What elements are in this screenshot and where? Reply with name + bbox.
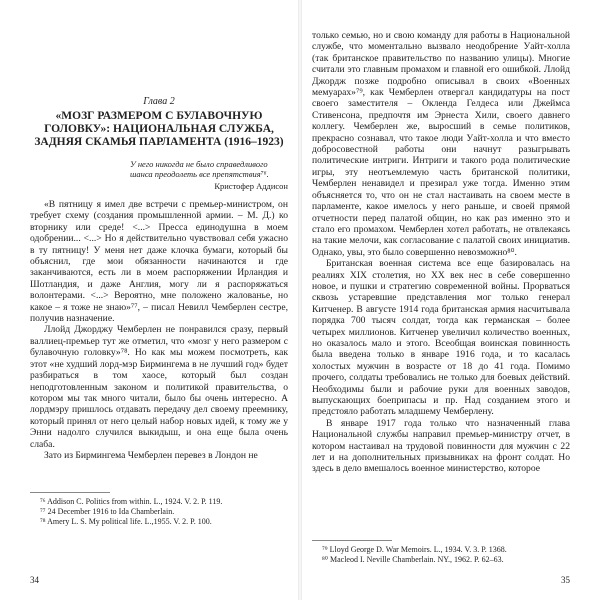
paragraph: Британская военная система все еще базировалась на реалиях XIX столетия, но ХХ век нес в себе совершенно новое, и пушки и стратегию современной войны. Прорваться сквозь устаревшие представления мог только генерал Китченер. В августе 1914 года британская армия насчитывала порядка 700 тысяч солдат, тогда как германская – более четырех миллионов. Китченер увеличил количество военных, но оказалось мало и этого. Всеобщая воинская повинность была введена только в январе 1916 года, и то касалась холостых мужчин в возрасте от 18 до 41 года. Помимо прочего, солдаты требовались не только для боевых действий. Необходимы были и рабочие руки для военных заводов, выпускающих боеприпасы и пр. Над созданием этого и предстояло работать младшему Чемберлену.	[312, 258, 570, 418]
epigraph-author: Кристофер Аддисон	[214, 181, 288, 191]
footnote-rule	[30, 492, 110, 493]
paragraph: только семью, но и свою команду для работы в Национальной службе, что моментально вызвало неодобрение Уайт-холла (так британское правительство по названию улицы). Многие считали это главным промахом и главной его ошибкой. Ллойд Джордж позже подробно описывал в своих «Военных мемуарах»⁷⁹, как Чемберлен отвергал кандидатуры на пост своего заместителя – Окленда Гелдеса или Джеймса Стивенсона, предпочтя им Эрнеста Хили, своего давнего коллегу. Чемберлен же, выросший в семье политиков, прекрасно сознавал, что такое люди Уайт-холла и что вместо добросовестной работы они начнут разыгрывать политические интриги. Интриги и такого рода политические игры, эту неотъемлемую часть британской политики, Чемберлен ненавидел и презирал уже тогда. Именно этим объясняется то, что он не стал настаивать на своем месте в парламенте, какое имелось у него раньше, и своей прямой отчетности перед палатой общин, но как раз именно это и стало его промахом. Чемберлен хотел работать, не отвлекаясь на такие мелочи, как согласование с палатой своих инициатив. Однако, увы, это было совершенно невозможно⁸⁰.	[312, 30, 570, 258]
footnote: ⁷⁹ Lloyd George D. War Memoirs. L., 1934. V. 3. P. 1368.	[322, 545, 507, 554]
paragraph: В январе 1917 года только что назначенный глава Национальной службы направил премьер-министру отчет, в котором настаивал на трудовой повинности для мужчин с 22 лет и на дополнительных призывниках на фронт солдат. Но здесь в дело вмешалось военное министерство, которое	[312, 417, 570, 475]
page-number: 34	[30, 575, 39, 585]
footnote: ⁷⁶ Addison C. Politics from within. L., 1924. V. 2. P. 119.	[40, 497, 223, 506]
paragraph: Зато из Бирмингема Чемберлен перевез в Лондон не	[44, 449, 258, 461]
footnote: ⁷⁷ 24 December 1916 to Ida Chamberlain.	[40, 507, 175, 516]
footnote-rule	[312, 540, 392, 541]
footnote: ⁷⁸ Amery L. S. My political life. L.,1955. V. 2. P. 100.	[40, 517, 212, 526]
footnotes	[30, 497, 288, 527]
chapter-title: «МОЗГ РАЗМЕРОМ С БУЛАВОЧНУЮ ГОЛОВКУ»: НАЦИОНАЛЬНАЯ СЛУЖБА, ЗАДНЯЯ СКАМЬЯ ПАРЛАМЕНТА (1916–1923)	[34, 110, 284, 148]
footnotes	[312, 545, 570, 565]
chapter-label: Глава 2	[143, 96, 175, 107]
right-page	[300, 0, 600, 600]
footnote: ⁸⁰ Macleod I. Neville Chamberlain. NY., 1962. P. 62–63.	[322, 555, 504, 564]
paragraph: «В пятницу я имел две встречи с премьер-министром, он требует схему (создания промышленной армии. – М. Д.) ко вторнику или среде! <...> Пресса единодушна в моем одобрении... <...> Но я действительно чувствовал себя ужасно в ту пятницу! У меня нет даже клочка бумаги, который бы объяснил, где мои обязанности начинаются и где заканчиваются, есть ли в моем распоряжении Ирландия и Шотландия, и даже Англия, могу ли я распоряжаться волонтерами. <...> Вероятно, мне положено жалованье, но какое – я тоже не знаю»⁷⁷, – писал Невилл Чемберлен сестре, получив назначение.	[30, 199, 288, 325]
epigraph-text: У него никогда не было справедливого шанса преодолеть все препятствия⁷⁶.	[130, 159, 269, 179]
page-number: 35	[561, 575, 570, 585]
paragraph: Ллойд Джорджу Чемберлен не понравился сразу, первый валлиец-премьер тут же отметил, что «мозг у него размером с булавочную головку»⁷⁸. Но как мы можем посмотреть, как этот «не худший лорд-мэр Бирмингема в не лучший год» будет разбираться в том хаосе, который был создан неподготовленным законом и политикой правительства, о котором мы так много читали, было бы очень интересно. А лордмэру пришлось отдавать передачу дел своему преемнику, который принял от него целый набор новых идей, к тому же у Энни надолго случился выкидыш, и она еще была очень слаба.	[30, 324, 288, 450]
